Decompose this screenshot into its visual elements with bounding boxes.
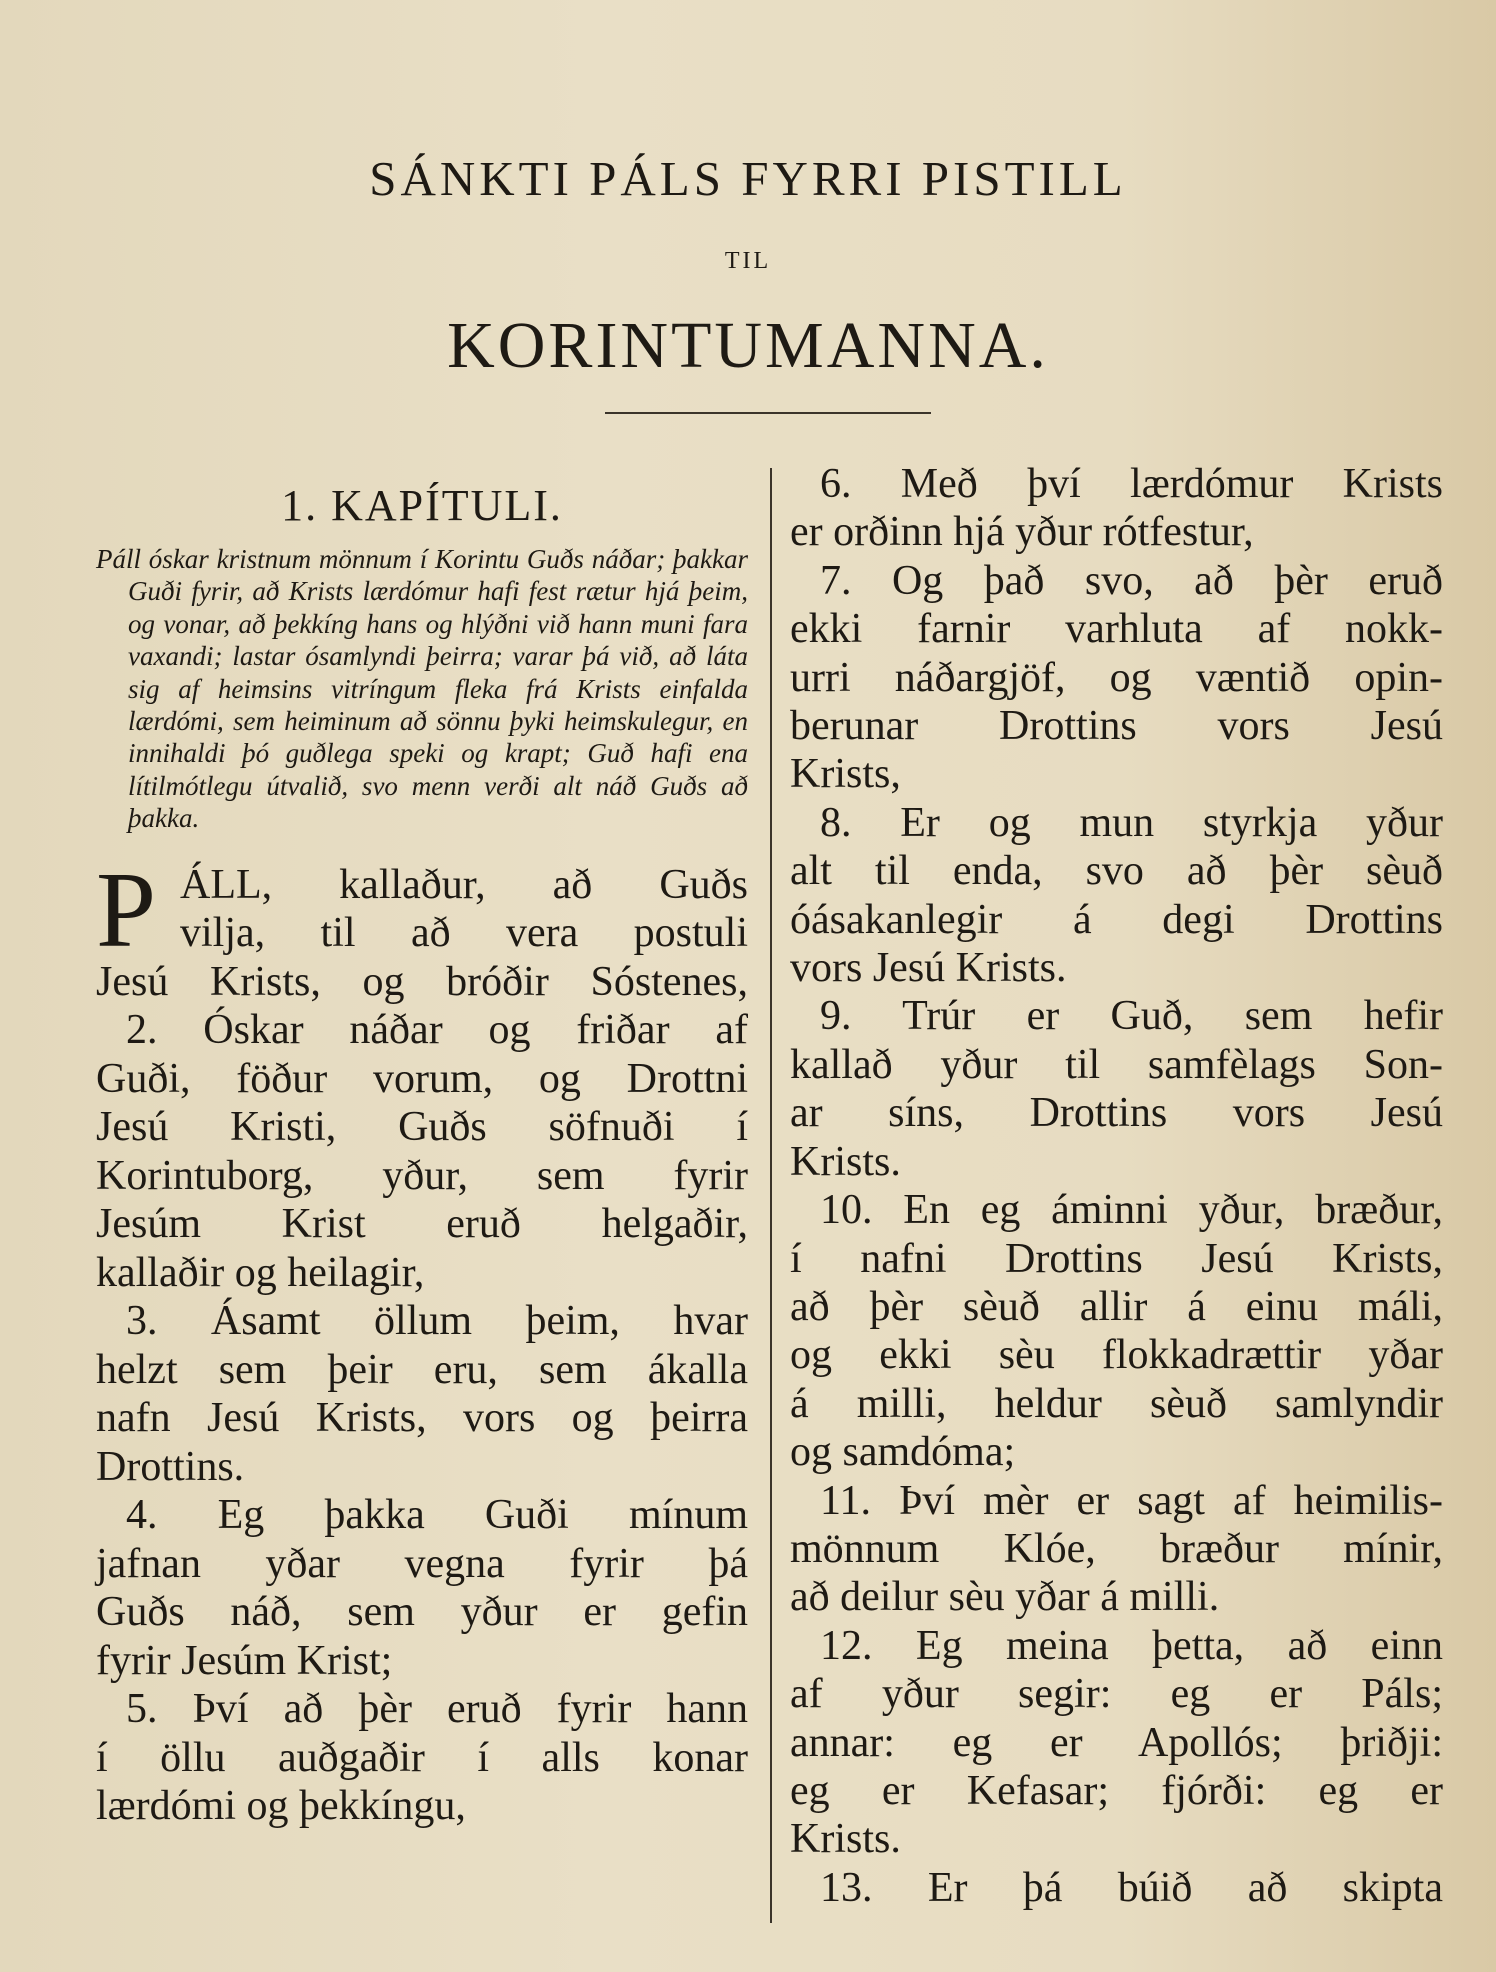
text-line: að deilur sèu yðar á milli. — [790, 1574, 1220, 1621]
left-column — [96, 470, 748, 1831]
text-line: annar: eg er Apollós; þriðji: — [790, 1719, 1443, 1766]
text-line: og ekki sèu flokkadrættir yðar — [790, 1332, 1443, 1379]
text-line: á milli, heldur sèuð samlyndir — [790, 1380, 1443, 1427]
text-line: ekki farnir varhluta af nokk- — [790, 606, 1443, 653]
text-line: Guðs náð, sem yður er gefin — [96, 1589, 748, 1636]
text-line: í öllu auðgaðir í alls konar — [96, 1734, 748, 1781]
text-line: Guði, föður vorum, og Drottni — [96, 1055, 748, 1102]
title-line-1: SÁNKTI PÁLS FYRRI PISTILL — [369, 151, 1127, 206]
chapter-heading: 1. KAPÍTULI. — [281, 481, 563, 530]
text-line: kallað yður til samfèlags Son- — [790, 1041, 1443, 1088]
text-line: Jesú Kristi, Guðs söfnuði í — [96, 1104, 748, 1151]
text-line: er orðinn hjá yður rótfestur, — [790, 509, 1254, 556]
text-line: Drottins. — [96, 1443, 245, 1490]
text-line: að þèr sèuð allir á einu máli, — [790, 1283, 1443, 1330]
drop-cap-lines — [180, 861, 748, 958]
text-line: 7. Og það svo, að þèr eruð — [820, 557, 1443, 604]
text-line: berunar Drottins vors Jesú — [790, 703, 1443, 750]
text-line: Krists, — [790, 751, 901, 798]
text-line: 3. Ásamt öllum þeim, hvar — [126, 1298, 748, 1345]
text-line: Krists. — [790, 1138, 901, 1185]
text-line: Jesúm Krist eruð helgaðir, — [96, 1201, 748, 1248]
text-line: Korintuborg, yður, sem fyrir — [96, 1152, 748, 1199]
text-line: 12. Eg meina þetta, að einn — [820, 1622, 1443, 1669]
text-line: óásakanlegir á degi Drottins — [790, 896, 1443, 943]
text-line: 8. Er og mun styrkja yður — [820, 799, 1443, 846]
title-rule — [605, 412, 931, 414]
text-line: 6. Með því lærdómur Krists — [820, 461, 1443, 507]
text-line: ar síns, Drottins vors Jesú — [790, 1090, 1443, 1137]
text-line: af yður segir: eg er Páls; — [790, 1671, 1443, 1718]
text-line: 5. Því að þèr eruð fyrir hann — [126, 1686, 748, 1733]
title-line-3: KORINTUMANNA. — [447, 309, 1049, 382]
text-line: nafn Jesú Krists, vors og þeirra — [96, 1395, 748, 1442]
text-line: ÁLL, kallaður, að Guðs — [180, 861, 748, 908]
column-divider — [770, 468, 772, 1923]
text-line: lærdómi og þekkíngu, — [96, 1783, 466, 1830]
text-line: helzt sem þeir eru, sem ákalla — [96, 1346, 748, 1393]
text-line: urri náðargjöf, og væntið opin- — [790, 654, 1443, 701]
text-line: 11. Því mèr er sagt af heimilis- — [820, 1477, 1443, 1524]
text-line: vors Jesú Krists. — [790, 945, 1067, 992]
opening-paragraph — [96, 850, 748, 970]
text-line: kallaðir og heilagir, — [96, 1249, 425, 1296]
text-line: 2. Óskar náðar og friðar af — [126, 1007, 748, 1054]
chapter-summary: Páll óskar kristnum mönnum í Korintu Guðs náðar; þakkar Guði fyrir, að Krists lærdómur hafi fest rætur hjá þeim, og vonar, að þekkíng hans og hlýðni við hann muni fara vaxandi; lastar ósamlyndi þeirra; varar þá við, að láta sig af heimsins vitríngum fleka frá Krists einfalda lærdómi, sem heiminum að sönnu þyki heimskulegur, en innihaldi þó guðlega speki og krapt; Guð hafi ena lítilmótlegu útvalið, svo menn verði alt náð Guðs að þakka. — [96, 544, 748, 834]
text-line: eg er Kefasar; fjórði: eg er — [790, 1767, 1443, 1814]
text-line: 9. Trúr er Guð, sem hefir — [820, 993, 1443, 1040]
left-verses — [96, 850, 748, 1831]
text-line: Jesú Krists, og bróðir Sóstenes, — [96, 958, 748, 1005]
text-line: 13. Er þá búið að skipta — [820, 1864, 1443, 1911]
text-line: mönnum Klóe, bræður mínir, — [790, 1525, 1443, 1572]
title-line-2: TIL — [724, 248, 772, 274]
text-line: vilja, til að vera postuli — [180, 910, 748, 957]
text-line: í nafni Drottins Jesú Krists, — [790, 1235, 1443, 1282]
drop-cap: P — [96, 850, 157, 970]
text-line: 10. En eg áminni yður, bræður, — [820, 1187, 1443, 1234]
text-line: 4. Eg þakka Guði mínum — [126, 1492, 748, 1539]
right-column — [790, 460, 1443, 1912]
text-line: fyrir Jesúm Krist; — [96, 1637, 393, 1684]
text-line: alt til enda, svo að þèr sèuð — [790, 848, 1443, 895]
text-line: og samdóma; — [790, 1429, 1016, 1476]
text-line: jafnan yðar vegna fyrir þá — [96, 1540, 748, 1587]
text-line: Krists. — [790, 1816, 901, 1863]
